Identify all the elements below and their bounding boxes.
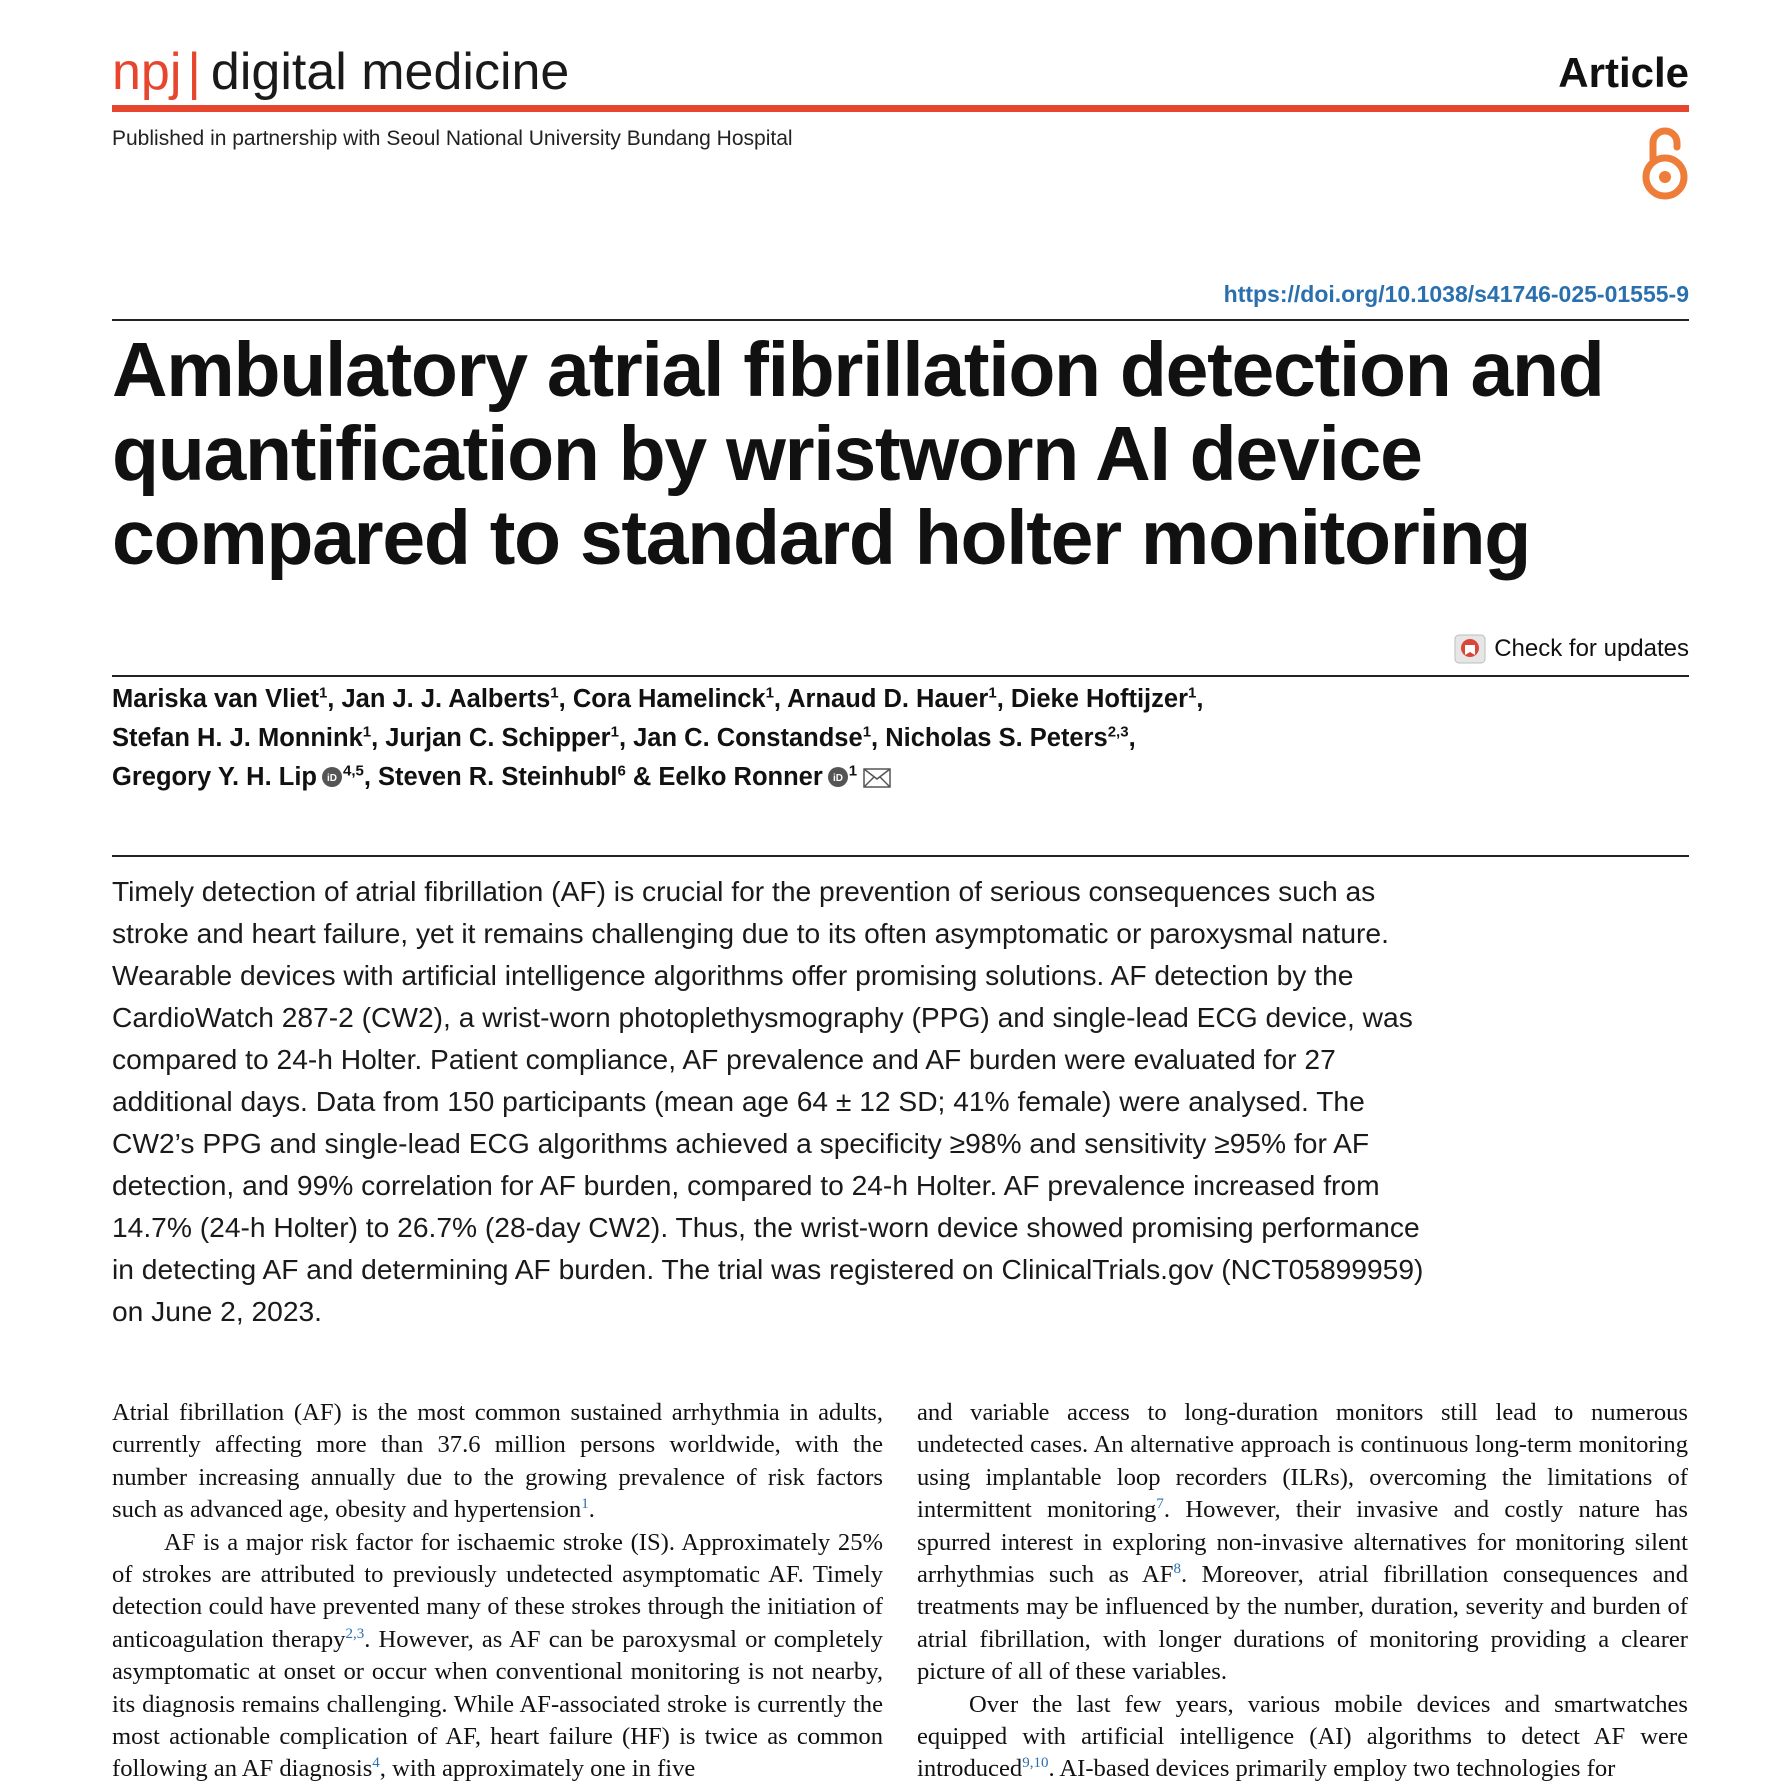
doi-link[interactable]: https://doi.org/10.1038/s41746-025-01555-9 — [1223, 281, 1689, 307]
journal-header — [112, 42, 1689, 102]
body-paragraph: Over the last few years, various mobile devices and smartwatches equipped with artificial intelligence (AI) algorithms to detect AF were introduced$^{9,10}$. AI-based devices primarily employ two technologies for — [917, 1690, 1688, 1783]
reference-link[interactable]: 9,10 — [1022, 1755, 1049, 1772]
author[interactable]: Stefan H. J. Monnink$^1$ — [112, 723, 372, 752]
author[interactable]: Eelko Ronner iD $^1$ — [658, 763, 891, 791]
article-page — [112, 0, 1689, 1783]
check-updates-icon — [1454, 634, 1486, 664]
author[interactable]: Mariska van Vliet$^1$ — [112, 684, 328, 713]
reference-link[interactable]: 8 — [1173, 1560, 1181, 1577]
author-list: Mariska van Vliet$^1$, Jan J. J. Aalberts$^1$, Cora Hamelinck$^1$, Arnaud D. Hauer$^1$, Dieke Hoftijzer$^1$, Stefan H. J. Monnink$^1$, Jurjan C. Schipper$^1$, Jan C. Constandse$^1$, Nicholas S. Peters$^{2,3}$, Gregory Y. H. Lip iD $^{4,5}$, Steven R. Steinhubl$^6$ & Eelko Ronner iD $^1$ — [112, 684, 1204, 791]
svg-text:iD: iD — [327, 773, 337, 784]
orcid-icon[interactable] — [321, 766, 343, 788]
abstract: Timely detection of atrial fibrillation (AF) is crucial for the prevention of serious consequences such as stroke and heart failure, yet it remains challenging due to its often asymptomatic or paroxysmal nature. Wearable devices with artificial intelligence algorithms offer promising solutions. AF detection by the CardioWatch 287-2 (CW2), a wrist-worn photoplethysmography (PPG) and single-lead ECG device, was compared to 24-h Holter. Patient compliance, AF prevalence and AF burden were evaluated for 27 additional days. Data from 150 participants (mean age 64 ± 12 SD; 41% female) were analysed. The CW2’s PPG and single-lead ECG algorithms achieved a specificity ≥98% and sensitivity ≥95% for AF detection, and 99% correlation for AF burden, compared to 24-h Holter. AF prevalence increased from 14.7% (24-h Holter) to 26.7% (28-day CW2). Thus, the wrist-worn device showed promising performance in detecting AF and determining AF burden. The trial was registered on ClinicalTrials.gov (NCT05899959) on June 2, 2023. — [112, 875, 1424, 1327]
author[interactable]: Jan J. J. Aalberts$^1$ — [341, 684, 559, 713]
body-paragraph: and variable access to long-duration monitors still lead to numerous undetected cases. An alternative approach is continuous long-term monitoring using implantable loop recorders (ILRs), overcoming the limitations of intermittent monitoring$^7$. However, their invasive and costly nature has spurred interest in exploring non-invasive alternatives for monitoring silent arrhythmias such as AF$^8$. Moreover, atrial fibrillation consequences and treatments may be influenced by the number, duration, severity and burden of atrial fibrillation, with longer durations of monitoring providing a clearer picture of all of these variables. — [917, 1399, 1688, 1686]
body-paragraph: AF is a major risk factor for ischaemic stroke (IS). Approximately 25% of strokes are attributed to previously undetected asymptomatic AF. Timely detection could have prevented many of these strokes through the initiation of anticoagulation therapy$^{2,3}$. However, as AF can be paroxysmal or completely asymptomatic at onset or occur when conventional monitoring is not nearby, its diagnosis remains challenging. While AF-associated stroke is currently the most actionable complication of AF, heart failure (HF) is twice as common following an AF diagnosis$^4$, with approximately one in five — [112, 1528, 883, 1783]
article-title: Ambulatory atrial fibrillation detection and quantification by wristworn AI device compared to standard holter monitoring — [112, 327, 1604, 581]
author[interactable]: Jan C. Constandse$^1$ — [633, 723, 872, 752]
email-icon[interactable] — [863, 768, 891, 788]
partnership-note: Published in partnership with Seoul National University Bundang Hospital — [112, 127, 793, 150]
journal-separator: | — [187, 43, 201, 101]
reference-link[interactable]: 1 — [581, 1496, 589, 1513]
article-type-label: Article — [1558, 49, 1689, 96]
header-divider — [112, 105, 1689, 112]
open-access-icon[interactable] — [1637, 125, 1693, 203]
body-column-right — [917, 1397, 1688, 1786]
body-column-left — [112, 1397, 883, 1786]
author[interactable]: Gregory Y. H. Lip iD $^{4,5}$ — [112, 762, 364, 791]
orcid-icon[interactable] — [827, 766, 849, 788]
reference-link[interactable]: 7 — [1156, 1496, 1164, 1513]
journal-prefix: npj — [112, 43, 182, 101]
journal-name: digital medicine — [210, 43, 570, 101]
reference-link[interactable]: 2,3 — [345, 1625, 365, 1642]
title-top-rule — [112, 319, 1689, 321]
check-updates-label: Check for updates — [1494, 635, 1689, 662]
author[interactable]: Nicholas S. Peters$^{2,3}$ — [885, 723, 1129, 752]
author[interactable]: Jurjan C. Schipper$^1$ — [385, 723, 619, 752]
author[interactable]: Steven R. Steinhubl$^6$ — [378, 762, 626, 791]
authors-top-rule — [112, 675, 1689, 677]
check-for-updates[interactable] — [1454, 634, 1689, 664]
abstract-top-rule — [112, 855, 1689, 857]
journal-title[interactable] — [112, 42, 569, 102]
body-paragraph: Atrial fibrillation (AF) is the most common sustained arrhythmia in adults, currently affecting more than 37.6 million persons worldwide, with the number increasing annually due to the growing prevalence of risk factors such as advanced age, obesity and hypertension$^1$. — [112, 1399, 883, 1524]
author[interactable]: Cora Hamelinck$^1$ — [572, 684, 774, 713]
author[interactable]: Dieke Hoftijzer$^1$ — [1010, 684, 1197, 713]
svg-text:iD: iD — [832, 773, 843, 784]
author[interactable]: Arnaud D. Hauer$^1$ — [787, 684, 997, 713]
reference-link[interactable]: 4 — [372, 1755, 380, 1772]
